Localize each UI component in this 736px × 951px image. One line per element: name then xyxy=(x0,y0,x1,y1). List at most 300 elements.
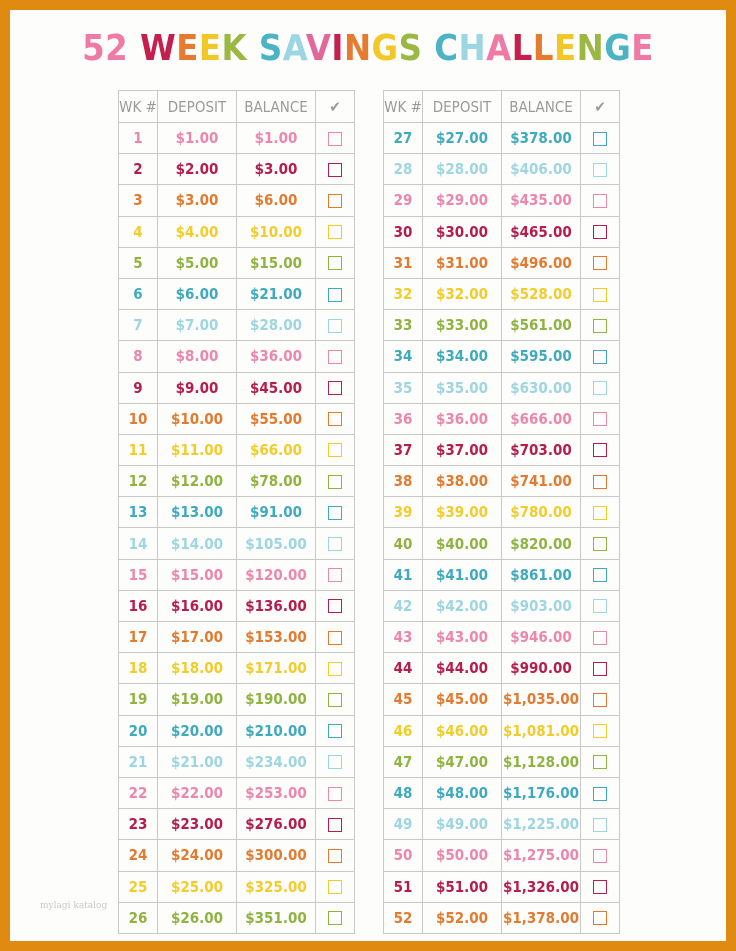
table-row xyxy=(119,123,355,154)
week-checkbox[interactable] xyxy=(593,568,607,582)
savings-sheet xyxy=(10,10,726,941)
deposit-cell: $44.00 xyxy=(423,653,502,684)
checkbox-cell[interactable] xyxy=(581,185,620,216)
table-row xyxy=(384,715,620,746)
week-checkbox[interactable] xyxy=(593,256,607,270)
table-row xyxy=(384,372,620,403)
balance-cell: $6.00 xyxy=(237,185,316,216)
balance-cell: $903.00 xyxy=(502,590,581,621)
week-cell: 17 xyxy=(119,622,158,653)
title-letter: S xyxy=(398,28,423,69)
balance-cell: $561.00 xyxy=(502,310,581,341)
week-cell: 41 xyxy=(384,559,423,590)
week-checkbox[interactable] xyxy=(328,381,342,395)
table-row xyxy=(384,809,620,840)
checkbox-cell[interactable] xyxy=(581,310,620,341)
balance-column-header: BALANCE xyxy=(502,91,581,123)
table-row xyxy=(384,247,620,278)
week-cell: 34 xyxy=(384,341,423,372)
checkbox-cell[interactable] xyxy=(581,372,620,403)
week-checkbox[interactable] xyxy=(328,818,342,832)
table-row xyxy=(384,590,620,621)
week-checkbox[interactable] xyxy=(328,787,342,801)
title-letter: L xyxy=(511,28,533,69)
deposit-cell: $31.00 xyxy=(423,247,502,278)
week-checkbox[interactable] xyxy=(593,693,607,707)
week-cell: 11 xyxy=(119,434,158,465)
checkbox-cell[interactable] xyxy=(316,746,355,777)
checkbox-cell[interactable] xyxy=(316,466,355,497)
week-checkbox[interactable] xyxy=(593,880,607,894)
week-checkbox[interactable] xyxy=(593,662,607,676)
checkbox-cell[interactable] xyxy=(316,559,355,590)
week-cell: 37 xyxy=(384,434,423,465)
table-row xyxy=(119,497,355,528)
week-checkbox[interactable] xyxy=(593,911,607,925)
title-letter: E xyxy=(198,28,222,69)
week-cell: 35 xyxy=(384,372,423,403)
title-letter: C xyxy=(434,28,459,69)
balance-cell: $741.00 xyxy=(502,466,581,497)
check-column-header: ✔ xyxy=(581,91,620,123)
checkbox-cell[interactable] xyxy=(316,310,355,341)
week-checkbox[interactable] xyxy=(328,256,342,270)
checkbox-cell[interactable] xyxy=(581,715,620,746)
balance-cell: $28.00 xyxy=(237,310,316,341)
balance-cell: $1,326.00 xyxy=(502,871,581,902)
checkbox-cell[interactable] xyxy=(581,809,620,840)
week-cell: 32 xyxy=(384,278,423,309)
week-cell: 33 xyxy=(384,310,423,341)
balance-cell: $1,128.00 xyxy=(502,746,581,777)
week-checkbox[interactable] xyxy=(593,350,607,364)
table-row xyxy=(119,247,355,278)
table-row xyxy=(119,809,355,840)
balance-cell: $45.00 xyxy=(237,372,316,403)
week-checkbox[interactable] xyxy=(328,537,342,551)
checkbox-cell[interactable] xyxy=(316,372,355,403)
checkbox-cell[interactable] xyxy=(581,777,620,808)
week-checkbox[interactable] xyxy=(328,755,342,769)
deposit-cell: $38.00 xyxy=(423,466,502,497)
balance-cell: $78.00 xyxy=(237,466,316,497)
deposit-cell: $50.00 xyxy=(423,840,502,871)
deposit-cell: $33.00 xyxy=(423,310,502,341)
balance-cell: $276.00 xyxy=(237,809,316,840)
balance-cell: $1,378.00 xyxy=(502,902,581,933)
week-checkbox[interactable] xyxy=(593,194,607,208)
deposit-cell: $16.00 xyxy=(158,590,237,621)
balance-cell: $351.00 xyxy=(237,902,316,933)
week-cell: 18 xyxy=(119,653,158,684)
checkbox-cell[interactable] xyxy=(581,154,620,185)
table-row xyxy=(384,310,620,341)
title-letter: N xyxy=(576,28,605,69)
week-checkbox[interactable] xyxy=(328,225,342,239)
balance-cell: $36.00 xyxy=(237,341,316,372)
week-cell: 42 xyxy=(384,590,423,621)
checkbox-cell[interactable] xyxy=(316,715,355,746)
week-checkbox[interactable] xyxy=(328,163,342,177)
balance-cell: $66.00 xyxy=(237,434,316,465)
checkbox-cell[interactable] xyxy=(581,528,620,559)
table-row xyxy=(119,871,355,902)
checkbox-cell[interactable] xyxy=(316,871,355,902)
deposit-cell: $32.00 xyxy=(423,278,502,309)
week-checkbox[interactable] xyxy=(328,662,342,676)
deposit-cell: $35.00 xyxy=(423,372,502,403)
deposit-cell: $3.00 xyxy=(158,185,237,216)
week-checkbox[interactable] xyxy=(593,849,607,863)
table-row xyxy=(384,123,620,154)
checkbox-cell[interactable] xyxy=(581,434,620,465)
week-cell: 23 xyxy=(119,809,158,840)
week-cell: 1 xyxy=(119,123,158,154)
checkbox-cell[interactable] xyxy=(581,466,620,497)
week-checkbox[interactable] xyxy=(593,537,607,551)
balance-cell: $435.00 xyxy=(502,185,581,216)
checkbox-cell[interactable] xyxy=(581,403,620,434)
week-checkbox[interactable] xyxy=(593,288,607,302)
checkbox-cell[interactable] xyxy=(316,622,355,653)
week-cell: 26 xyxy=(119,902,158,933)
week-checkbox[interactable] xyxy=(328,319,342,333)
table-row xyxy=(119,715,355,746)
deposit-cell: $22.00 xyxy=(158,777,237,808)
week-checkbox[interactable] xyxy=(593,319,607,333)
table-row xyxy=(384,497,620,528)
table-row xyxy=(119,310,355,341)
title-letter xyxy=(422,28,434,69)
balance-cell: $666.00 xyxy=(502,403,581,434)
deposit-cell: $36.00 xyxy=(423,403,502,434)
deposit-cell: $13.00 xyxy=(158,497,237,528)
balance-cell: $630.00 xyxy=(502,372,581,403)
week-cell: 38 xyxy=(384,466,423,497)
checkbox-cell[interactable] xyxy=(316,341,355,372)
title-letter xyxy=(128,28,140,69)
week-cell: 24 xyxy=(119,840,158,871)
table-row xyxy=(119,653,355,684)
deposit-cell: $47.00 xyxy=(423,746,502,777)
deposit-cell: $19.00 xyxy=(158,684,237,715)
checkbox-cell[interactable] xyxy=(581,497,620,528)
table-row xyxy=(384,528,620,559)
table-row xyxy=(119,777,355,808)
checkbox-cell[interactable] xyxy=(316,777,355,808)
deposit-cell: $5.00 xyxy=(158,247,237,278)
week-checkbox[interactable] xyxy=(593,755,607,769)
week-checkbox[interactable] xyxy=(593,599,607,613)
checkbox-cell[interactable] xyxy=(316,590,355,621)
week-checkbox[interactable] xyxy=(593,443,607,457)
checkbox-cell[interactable] xyxy=(581,746,620,777)
table-row xyxy=(384,185,620,216)
balance-cell: $120.00 xyxy=(237,559,316,590)
deposit-cell: $52.00 xyxy=(423,902,502,933)
checkbox-cell[interactable] xyxy=(581,278,620,309)
week-checkbox[interactable] xyxy=(328,412,342,426)
week-cell: 15 xyxy=(119,559,158,590)
week-cell: 19 xyxy=(119,684,158,715)
table-row xyxy=(119,590,355,621)
week-cell: 13 xyxy=(119,497,158,528)
week-cell: 5 xyxy=(119,247,158,278)
balance-cell: $325.00 xyxy=(237,871,316,902)
balance-cell: $21.00 xyxy=(237,278,316,309)
week-cell: 51 xyxy=(384,871,423,902)
balance-cell: $990.00 xyxy=(502,653,581,684)
table-row xyxy=(384,777,620,808)
week-checkbox[interactable] xyxy=(328,443,342,457)
checkbox-cell[interactable] xyxy=(581,559,620,590)
week-checkbox[interactable] xyxy=(328,631,342,645)
week-cell: 2 xyxy=(119,154,158,185)
deposit-cell: $17.00 xyxy=(158,622,237,653)
week-checkbox[interactable] xyxy=(328,506,342,520)
title-letter: W xyxy=(139,28,177,69)
table-row xyxy=(384,341,620,372)
balance-cell: $55.00 xyxy=(237,403,316,434)
deposit-cell: $37.00 xyxy=(423,434,502,465)
balance-cell: $861.00 xyxy=(502,559,581,590)
week-cell: 36 xyxy=(384,403,423,434)
checkbox-cell[interactable] xyxy=(316,434,355,465)
week-cell: 30 xyxy=(384,216,423,247)
week-checkbox[interactable] xyxy=(593,506,607,520)
checkbox-cell[interactable] xyxy=(581,590,620,621)
deposit-cell: $9.00 xyxy=(158,372,237,403)
week-cell: 10 xyxy=(119,403,158,434)
table-row xyxy=(384,902,620,933)
deposit-cell: $1.00 xyxy=(158,123,237,154)
week-checkbox[interactable] xyxy=(593,631,607,645)
table-row xyxy=(384,746,620,777)
checkbox-cell[interactable] xyxy=(581,123,620,154)
deposit-cell: $23.00 xyxy=(158,809,237,840)
balance-cell: $465.00 xyxy=(502,216,581,247)
week-cell: 27 xyxy=(384,123,423,154)
checkbox-cell[interactable] xyxy=(581,684,620,715)
balance-cell: $1,035.00 xyxy=(502,684,581,715)
balance-cell: $15.00 xyxy=(237,247,316,278)
balance-cell: $3.00 xyxy=(237,154,316,185)
checkbox-cell[interactable] xyxy=(316,528,355,559)
title-letter: G xyxy=(604,28,632,69)
week-checkbox[interactable] xyxy=(328,911,342,925)
table-row xyxy=(119,840,355,871)
table-row xyxy=(119,403,355,434)
week-checkbox[interactable] xyxy=(593,163,607,177)
table-row xyxy=(384,278,620,309)
deposit-cell: $4.00 xyxy=(158,216,237,247)
title-letter: E xyxy=(553,28,577,69)
balance-cell: $1,275.00 xyxy=(502,840,581,871)
balance-cell: $703.00 xyxy=(502,434,581,465)
table-row xyxy=(119,154,355,185)
deposit-column-header: DEPOSIT xyxy=(158,91,237,123)
week-checkbox[interactable] xyxy=(328,693,342,707)
deposit-cell: $8.00 xyxy=(158,341,237,372)
week-cell: 12 xyxy=(119,466,158,497)
deposit-cell: $21.00 xyxy=(158,746,237,777)
week-checkbox[interactable] xyxy=(328,350,342,364)
table-row xyxy=(119,902,355,933)
table-row xyxy=(384,871,620,902)
table-row xyxy=(119,434,355,465)
table-row xyxy=(119,746,355,777)
balance-cell: $136.00 xyxy=(237,590,316,621)
balance-cell: $1,225.00 xyxy=(502,809,581,840)
table-row xyxy=(119,216,355,247)
balance-cell: $496.00 xyxy=(502,247,581,278)
title-letter: A xyxy=(486,28,512,69)
balance-cell: $1,176.00 xyxy=(502,777,581,808)
table-row xyxy=(119,528,355,559)
week-checkbox[interactable] xyxy=(593,132,607,146)
week-cell: 40 xyxy=(384,528,423,559)
table-row xyxy=(384,840,620,871)
week-checkbox[interactable] xyxy=(328,568,342,582)
week-cell: 50 xyxy=(384,840,423,871)
week-checkbox[interactable] xyxy=(593,412,607,426)
balance-cell: $105.00 xyxy=(237,528,316,559)
balance-cell: $820.00 xyxy=(502,528,581,559)
deposit-cell: $7.00 xyxy=(158,310,237,341)
title-letter: I xyxy=(331,28,344,69)
week-checkbox[interactable] xyxy=(593,475,607,489)
deposit-cell: $28.00 xyxy=(423,154,502,185)
table-row xyxy=(384,466,620,497)
deposit-cell: $41.00 xyxy=(423,559,502,590)
week-checkbox[interactable] xyxy=(593,225,607,239)
table-row xyxy=(384,434,620,465)
balance-cell: $300.00 xyxy=(237,840,316,871)
balance-cell: $595.00 xyxy=(502,341,581,372)
checkbox-cell[interactable] xyxy=(316,216,355,247)
checkbox-cell[interactable] xyxy=(316,278,355,309)
deposit-cell: $42.00 xyxy=(423,590,502,621)
title-letter: H xyxy=(458,28,487,69)
table-row xyxy=(119,466,355,497)
week-checkbox[interactable] xyxy=(593,381,607,395)
balance-cell: $1.00 xyxy=(237,123,316,154)
week-checkbox[interactable] xyxy=(593,818,607,832)
week-cell: 29 xyxy=(384,185,423,216)
week-cell: 21 xyxy=(119,746,158,777)
title-letter: S xyxy=(258,28,283,69)
table-row xyxy=(384,684,620,715)
checkbox-cell[interactable] xyxy=(316,902,355,933)
week-cell: 47 xyxy=(384,746,423,777)
title-letter: K xyxy=(221,28,248,69)
checkbox-cell[interactable] xyxy=(316,653,355,684)
checkbox-cell[interactable] xyxy=(581,341,620,372)
checkbox-cell[interactable] xyxy=(581,247,620,278)
balance-cell: $946.00 xyxy=(502,622,581,653)
week-checkbox[interactable] xyxy=(593,787,607,801)
title-letter: A xyxy=(282,28,306,69)
table-row xyxy=(119,341,355,372)
checkbox-cell[interactable] xyxy=(316,154,355,185)
checkbox-cell[interactable] xyxy=(316,123,355,154)
title-letter: L xyxy=(532,28,554,69)
checkbox-cell[interactable] xyxy=(581,622,620,653)
deposit-cell: $27.00 xyxy=(423,123,502,154)
balance-cell: $190.00 xyxy=(237,684,316,715)
watermark: mylagi katalog xyxy=(40,901,108,911)
balance-cell: $253.00 xyxy=(237,777,316,808)
week-cell: 25 xyxy=(119,871,158,902)
checkbox-cell[interactable] xyxy=(316,809,355,840)
deposit-cell: $46.00 xyxy=(423,715,502,746)
deposit-cell: $30.00 xyxy=(423,216,502,247)
deposit-cell: $34.00 xyxy=(423,341,502,372)
table-header-row xyxy=(119,91,355,123)
week-checkbox[interactable] xyxy=(593,724,607,738)
week-cell: 28 xyxy=(384,154,423,185)
checkbox-cell[interactable] xyxy=(316,684,355,715)
balance-cell: $234.00 xyxy=(237,746,316,777)
checkbox-cell[interactable] xyxy=(316,403,355,434)
week-checkbox[interactable] xyxy=(328,194,342,208)
balance-cell: $210.00 xyxy=(237,715,316,746)
week-checkbox[interactable] xyxy=(328,475,342,489)
week-checkbox[interactable] xyxy=(328,132,342,146)
week-cell: 4 xyxy=(119,216,158,247)
checkbox-cell[interactable] xyxy=(316,247,355,278)
week-cell: 52 xyxy=(384,902,423,933)
table-row xyxy=(384,559,620,590)
checkbox-cell[interactable] xyxy=(581,840,620,871)
table-row xyxy=(119,684,355,715)
title-letter: V xyxy=(305,28,332,69)
week-cell: 14 xyxy=(119,528,158,559)
deposit-cell: $51.00 xyxy=(423,871,502,902)
page-title xyxy=(10,28,726,69)
table-row xyxy=(119,185,355,216)
checkbox-cell[interactable] xyxy=(316,840,355,871)
table-row xyxy=(119,278,355,309)
week-checkbox[interactable] xyxy=(328,724,342,738)
checkbox-cell[interactable] xyxy=(581,871,620,902)
balance-cell: $153.00 xyxy=(237,622,316,653)
checkbox-cell[interactable] xyxy=(316,497,355,528)
week-cell: 7 xyxy=(119,310,158,341)
week-checkbox[interactable] xyxy=(328,599,342,613)
balance-cell: $91.00 xyxy=(237,497,316,528)
checkbox-cell[interactable] xyxy=(581,216,620,247)
title-letter: G xyxy=(371,28,399,69)
week-checkbox[interactable] xyxy=(328,849,342,863)
week-cell: 6 xyxy=(119,278,158,309)
check-column-header: ✔ xyxy=(316,91,355,123)
title-letter: 5 xyxy=(82,28,106,69)
deposit-cell: $10.00 xyxy=(158,403,237,434)
week-checkbox[interactable] xyxy=(328,288,342,302)
deposit-cell: $18.00 xyxy=(158,653,237,684)
checkbox-cell[interactable] xyxy=(581,653,620,684)
balance-column-header: BALANCE xyxy=(237,91,316,123)
table-row xyxy=(384,653,620,684)
checkbox-cell[interactable] xyxy=(316,185,355,216)
week-cell: 20 xyxy=(119,715,158,746)
week-checkbox[interactable] xyxy=(328,880,342,894)
week-cell: 3 xyxy=(119,185,158,216)
checkbox-cell[interactable] xyxy=(581,902,620,933)
balance-cell: $406.00 xyxy=(502,154,581,185)
deposit-cell: $40.00 xyxy=(423,528,502,559)
